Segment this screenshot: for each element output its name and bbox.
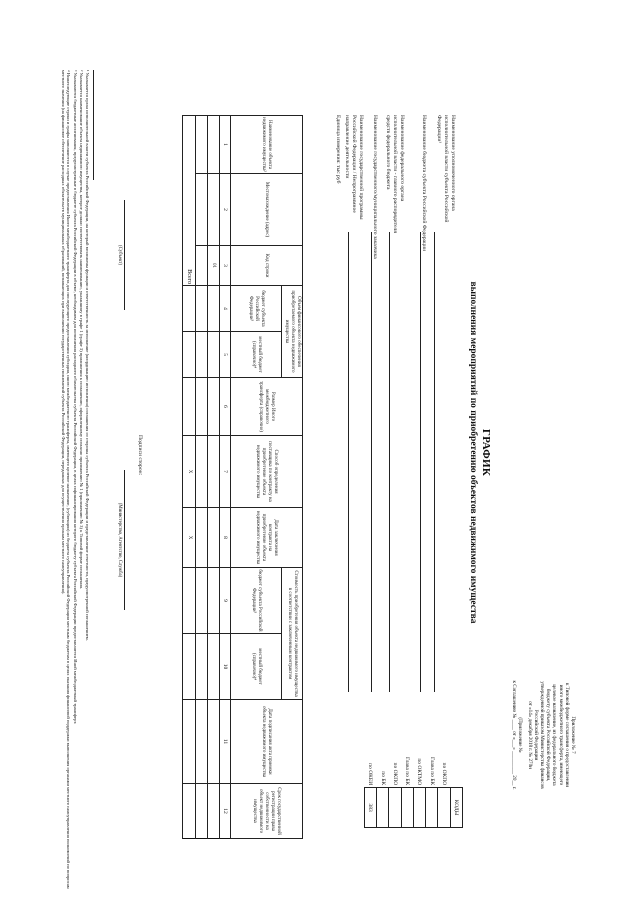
table-cell[interactable] — [183, 332, 196, 378]
table-cell[interactable] — [196, 246, 208, 286]
table-cell[interactable] — [208, 436, 220, 508]
table-cell[interactable] — [196, 568, 208, 634]
footnote: ¹ Указывается орган исполнительной власти субъекта Российской Федерации, на который возложены функции и ответственность за исполнение (координацию исполнения) соглашения со стороны субъекта Российской Федерации и представление отчетности, предусмотренной соглашением. — [85, 70, 90, 641]
attachment-sub-heading: (Приложение № — [517, 717, 524, 753]
attachment-line: Российской Федерации — [532, 709, 539, 761]
column-number: 11 — [220, 700, 231, 784]
column-header: Код строки — [231, 246, 303, 286]
table-cell[interactable] — [208, 784, 220, 839]
codes-value — [401, 788, 413, 828]
attachment-line: целевое назначение, из федерального бюджета — [551, 684, 558, 786]
column-header: бюджет субъекта Российской Федерации³ — [231, 286, 282, 332]
field-label: Наименование государственного/муниципального заказчика — [372, 115, 378, 259]
field-label: Наименование федерального органа исполнительной власти - главного распорядителя средств федерального бюджета — [385, 115, 405, 233]
total-label: Всего — [183, 116, 196, 286]
attachment-line: иного межбюджетного трансферта, имеющего — [557, 684, 564, 786]
column-numbers-row — [220, 116, 231, 839]
table-cell[interactable] — [208, 174, 220, 246]
table-cell[interactable] — [183, 378, 196, 436]
codes-value — [426, 788, 438, 828]
table-cell[interactable] — [196, 700, 208, 784]
column-header: Способ определения поставщика по контракту на приобретение объекта недвижимого имущества — [231, 436, 303, 508]
codes-label: Глава по БК — [428, 756, 435, 786]
table-row — [208, 116, 220, 839]
codes-row — [438, 718, 450, 828]
column-header: Дата подписания акта приемки объекта недвижимого имущества — [231, 700, 303, 784]
table-cell[interactable] — [183, 700, 196, 784]
column-header: местный бюджет (справочно)⁴ — [231, 332, 282, 378]
column-header: бюджет субъекта Российской Федерации³ — [231, 568, 282, 634]
column-header: Местонахождение (адрес) — [231, 174, 303, 246]
codes-row — [413, 718, 425, 828]
column-number: 1 — [220, 116, 231, 174]
footnote: ³ Указываются бюджетные ассигнования, предусмотренные в бюджете субъекта Российской Федерации в объеме, необходимом для исполнения расходного обязательства субъекта Российской Федерации, в целях софинансирования которого бюджету субъекта Российской Федерации предоставляется Иной межбюджетный трансферт. — [72, 70, 78, 725]
table-row — [196, 116, 208, 839]
row-code-cell: 01 — [208, 246, 220, 286]
table-cell[interactable] — [208, 508, 220, 568]
column-number: 12 — [220, 784, 231, 839]
signature-line-right[interactable] — [124, 470, 125, 610]
table-cell[interactable] — [208, 634, 220, 700]
field-label: Наименование бюджета субъекта Российской Федерации — [421, 115, 427, 252]
column-number: 5 — [220, 332, 231, 378]
signature-caption-right: (Министерство, Агентство, Служба) — [117, 502, 122, 578]
column-group-header: Объем финансового обеспечения приобретаемого объекта недвижимого имущества — [282, 286, 303, 378]
codes-label: по БК — [379, 771, 386, 786]
field-line[interactable] — [434, 232, 435, 692]
table-cell[interactable] — [208, 116, 220, 174]
table-cell[interactable] — [208, 378, 220, 436]
table-cell[interactable] — [208, 568, 220, 634]
attachment-block — [511, 600, 576, 870]
units-label: Единица измерения: тыс руб — [335, 115, 341, 184]
table-cell[interactable] — [196, 116, 208, 174]
column-number: 6 — [220, 378, 231, 436]
codes-row — [364, 718, 376, 828]
field-label: Наименование уполномоченного органа исполнительной власти субъекта Российской Федерации¹ — [436, 115, 456, 223]
table-cell[interactable] — [196, 436, 208, 508]
attachment-line: утвержденной приказом Министерства финансов — [538, 681, 545, 789]
table-cell[interactable] — [196, 508, 208, 568]
page-title: ГРАФИК — [480, 428, 492, 477]
signatures-label: Подписи сторон: — [137, 435, 143, 476]
attachment-line: от «14» декабря 2018 г. № 270н — [526, 701, 533, 769]
column-header: Наименование объекта недвижимого имущества² — [231, 116, 303, 174]
field-line[interactable] — [389, 232, 390, 692]
codes-value — [438, 788, 450, 828]
column-header: Срок государственной регистрации права собственности на объект недвижимого имущества — [231, 784, 303, 839]
table-cell[interactable] — [183, 568, 196, 634]
column-group-header: Стоимость приобретения объекта недвижимого имущества в соответствии с заключенным контрактом — [282, 568, 303, 700]
column-number: 9 — [220, 568, 231, 634]
table-cell[interactable] — [208, 286, 220, 332]
codes-label: по ОКПО — [441, 762, 448, 786]
field-label: Наименование государственной программы Российской Федерации / Непрограммное направление деятельности — [344, 115, 364, 220]
codes-box — [364, 718, 463, 828]
column-header: Дата заключения контракта на приобретение объекта недвижимого имущества — [231, 508, 303, 568]
table-cell[interactable] — [183, 634, 196, 700]
x-mark: X — [183, 436, 196, 508]
x-mark: X — [183, 508, 196, 568]
footnote: ⁴ Нижеследующие строки и графы заполняются в случае предоставления Иного межбюджетного трансферта для последующего предоставления субсидии, иного межбюджетного трансферта, имеющего целевое назначение, (субвенции) из бюджета субъекта Российской Федерации местным бюджетам в целях оказания финансовой поддержки выполнения органами местного самоуправления полномочий по вопросам местного значения (на финансовое обеспечение расходных обязательств муниципальных образований, возникающих при выполнении государственных полномочий субъекта Российской Федерации, переданных для осуществления органам местного самоуправления). — [60, 70, 72, 889]
table-cell[interactable] — [196, 174, 208, 246]
codes-label: Глава по БК — [404, 756, 411, 786]
field-line[interactable] — [348, 232, 349, 692]
field-line[interactable] — [420, 232, 421, 692]
page-subtitle: выполнения мероприятий по приобретению объектов недвижимого имущества — [468, 281, 478, 624]
field-line[interactable] — [371, 232, 372, 692]
table-cell[interactable] — [196, 332, 208, 378]
codes-value — [413, 788, 425, 828]
total-row — [183, 116, 196, 839]
agreement-reference: к Соглашению № ____ от «___» _________ 20__ г. — [511, 680, 518, 790]
codes-value — [376, 788, 388, 828]
attachment-heading: Приложение № 7 — [570, 716, 576, 754]
codes-label: по ОКЕИ — [367, 763, 374, 786]
attachment-line: к Типовой форме соглашения о предоставлении — [563, 682, 570, 788]
codes-row — [376, 718, 388, 828]
column-number: 3 — [220, 246, 231, 286]
codes-value — [389, 788, 401, 828]
attachment-line: бюджету субъекта Российской Федерации, — [545, 688, 552, 782]
table-cell[interactable] — [183, 286, 196, 332]
column-number: 10 — [220, 634, 231, 700]
column-number: 8 — [220, 508, 231, 568]
table-cell[interactable] — [196, 286, 208, 332]
table-cell[interactable] — [196, 378, 208, 436]
codes-label: по ОКТМО — [416, 758, 423, 786]
column-number: 2 — [220, 174, 231, 246]
codes-header: КОДЫ — [450, 788, 462, 828]
codes-row — [389, 718, 401, 828]
signature-line-left[interactable] — [124, 200, 125, 310]
signature-caption-left: (Субъект) — [117, 245, 122, 265]
column-header: Размер Иного межбюджетного трансферта (справочно) — [231, 378, 303, 436]
table-cell[interactable] — [196, 784, 208, 839]
table-cell[interactable] — [196, 634, 208, 700]
table-cell[interactable] — [208, 332, 220, 378]
table-header-row — [282, 116, 303, 839]
codes-row — [426, 718, 438, 828]
footnotes — [60, 70, 90, 890]
column-number: 4 — [220, 286, 231, 332]
footnote: ² Указывается наименование объекта недвижимого имущества, которое должно соответствовать наименованию, указанному в графе 1 (графе 3) приложения к соглашению, оформленному согласно приложению № 1 (приложению № 3) к Типовой форме соглашения. — [78, 70, 84, 590]
codes-value: 383 — [364, 788, 376, 828]
column-header: местный бюджет (справочно)⁴ — [231, 634, 282, 700]
table-cell[interactable] — [208, 700, 220, 784]
footnote-divider — [93, 70, 94, 180]
codes-row — [401, 718, 413, 828]
column-number: 7 — [220, 436, 231, 508]
table-cell[interactable] — [183, 784, 196, 839]
codes-label: по ОКПО — [391, 762, 398, 786]
schedule-table — [182, 115, 303, 839]
